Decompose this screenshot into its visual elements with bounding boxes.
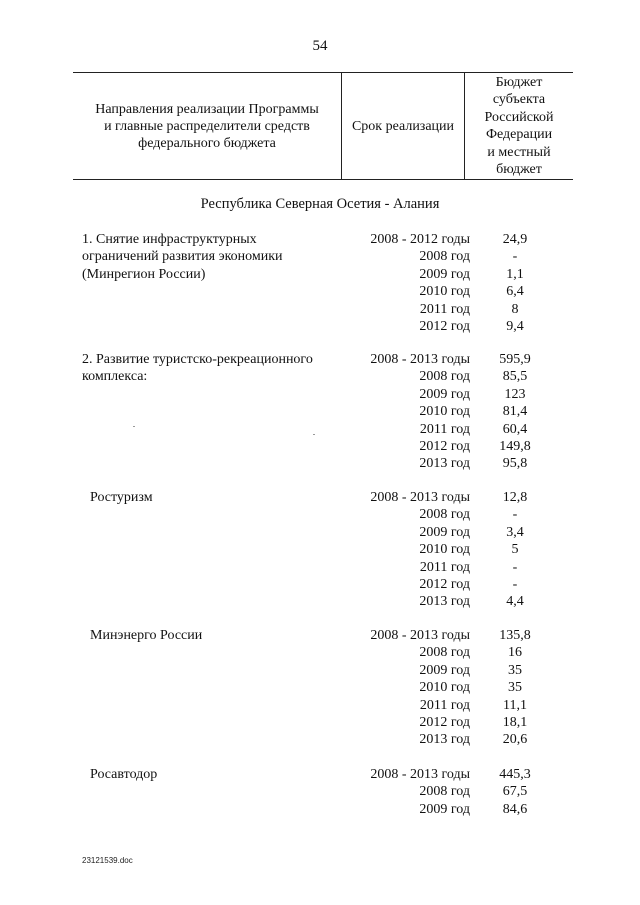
table-header xyxy=(73,72,573,180)
period-cell: 2011 год xyxy=(419,697,470,713)
table-row xyxy=(330,438,560,455)
value-cell: 18,1 xyxy=(502,714,528,730)
value-cell: 445,3 xyxy=(499,767,531,782)
table-row xyxy=(330,301,560,318)
section-lines xyxy=(330,766,560,818)
table-row xyxy=(330,697,560,714)
value-cell: 60,4 xyxy=(502,421,528,437)
value-cell: 16 xyxy=(508,645,522,661)
value-cell: 24,9 xyxy=(502,232,528,247)
period-cell: 2008 - 2013 годы xyxy=(370,490,470,505)
table-row xyxy=(330,593,560,610)
section-title: 2. Развитие туристско-рекреационного комплекса: xyxy=(82,352,313,385)
period-cell: 2013 год xyxy=(419,594,470,610)
table-row xyxy=(330,783,560,800)
value-cell: - xyxy=(512,576,518,592)
value-cell: - xyxy=(512,559,518,575)
value-cell: 35 xyxy=(508,680,522,696)
period-cell: 2011 год xyxy=(419,559,470,575)
period-cell: 2012 год xyxy=(419,576,470,592)
period-cell: 2008 - 2012 годы xyxy=(370,232,470,247)
period-cell: 2008 - 2013 годы xyxy=(370,628,470,643)
period-cell: 2009 год xyxy=(419,266,470,282)
value-cell: 12,8 xyxy=(502,490,528,505)
footer-filename: 23121539.doc xyxy=(82,856,133,865)
value-cell: 20,6 xyxy=(502,732,528,748)
section-title: Росавтодор xyxy=(90,767,158,782)
table-row xyxy=(330,714,560,731)
period-cell: 2011 год xyxy=(419,421,470,437)
table-row xyxy=(330,559,560,576)
period-cell: 2010 год xyxy=(419,284,470,300)
period-cell: 2013 год xyxy=(419,732,470,748)
value-cell: 123 xyxy=(504,386,526,402)
table-row xyxy=(330,455,560,472)
table-row xyxy=(330,801,560,818)
table-row xyxy=(330,644,560,661)
value-cell: 11,1 xyxy=(503,697,527,713)
value-cell: - xyxy=(512,249,518,265)
table-row xyxy=(330,368,560,385)
table-row xyxy=(330,662,560,679)
period-cell: 2009 год xyxy=(419,386,470,402)
value-cell: 67,5 xyxy=(502,784,528,800)
value-cell: 4,4 xyxy=(506,594,524,610)
table-row xyxy=(330,318,560,335)
table-row xyxy=(330,283,560,300)
value-cell: 149,8 xyxy=(499,438,531,454)
period-cell: 2008 год xyxy=(419,507,470,523)
value-cell: 35 xyxy=(508,662,522,678)
table-row xyxy=(330,421,560,438)
header-period: Срок реализации xyxy=(351,118,455,134)
header-directions: Направления реализации Программы и главные распределители средств федерального бюджета xyxy=(95,101,319,151)
table-row xyxy=(330,248,560,265)
value-cell: 8 xyxy=(511,301,519,317)
region-title: Республика Северная Осетия - Алания xyxy=(200,196,440,212)
value-cell: 135,8 xyxy=(499,628,531,643)
section-title: Ростуризм xyxy=(90,490,153,505)
table-row xyxy=(330,766,560,783)
table-row xyxy=(330,386,560,403)
period-cell: 2009 год xyxy=(419,801,470,817)
period-cell: 2008 год xyxy=(419,249,470,265)
value-cell: 595,9 xyxy=(499,352,531,367)
value-cell: 3,4 xyxy=(506,524,524,540)
period-cell: 2008 год xyxy=(419,645,470,661)
period-cell: 2010 год xyxy=(419,680,470,696)
section-lines xyxy=(330,351,560,473)
table-row xyxy=(330,489,560,506)
table-row xyxy=(330,351,560,368)
period-cell: 2008 - 2013 годы xyxy=(370,352,470,367)
period-cell: 2008 год xyxy=(419,369,470,385)
period-cell: 2013 год xyxy=(419,456,470,472)
value-cell: 95,8 xyxy=(502,456,528,472)
table-row xyxy=(330,266,560,283)
page-number: 54 xyxy=(312,38,328,54)
section-title: 1. Снятие инфраструктурных ограничений развития экономики (Минрегион России) xyxy=(82,232,283,282)
table-row xyxy=(330,576,560,593)
table-row xyxy=(330,679,560,696)
period-cell: 2009 год xyxy=(419,662,470,678)
table-row xyxy=(330,524,560,541)
section-title: Минэнерго России xyxy=(90,628,203,643)
period-cell: 2012 год xyxy=(419,714,470,730)
value-cell: 81,4 xyxy=(502,404,528,420)
value-cell: 1,1 xyxy=(506,266,524,282)
table-row xyxy=(330,541,560,558)
period-cell: 2010 год xyxy=(419,404,470,420)
value-cell: 5 xyxy=(511,542,519,558)
section-lines xyxy=(330,627,560,749)
section-lines xyxy=(330,231,560,335)
period-cell: 2012 год xyxy=(419,438,470,454)
section-lines xyxy=(330,489,560,611)
table-row xyxy=(330,231,560,248)
scan-speck xyxy=(313,434,315,435)
period-cell: 2009 год xyxy=(419,524,470,540)
table-row xyxy=(330,403,560,420)
value-cell: 6,4 xyxy=(506,284,524,300)
value-cell: 9,4 xyxy=(506,318,524,334)
period-cell: 2008 год xyxy=(419,784,470,800)
value-cell: 85,5 xyxy=(502,369,528,385)
value-cell: - xyxy=(512,507,518,523)
period-cell: 2008 - 2013 годы xyxy=(370,767,470,782)
period-cell: 2011 год xyxy=(419,301,470,317)
table-row xyxy=(330,627,560,644)
table-row xyxy=(330,731,560,748)
header-budget: Бюджет субъекта Российской Федерации и местный бюджет xyxy=(484,74,554,177)
period-cell: 2012 год xyxy=(419,318,470,334)
value-cell: 84,6 xyxy=(502,801,528,817)
scan-speck xyxy=(133,426,135,427)
table-row xyxy=(330,506,560,523)
period-cell: 2010 год xyxy=(419,542,470,558)
